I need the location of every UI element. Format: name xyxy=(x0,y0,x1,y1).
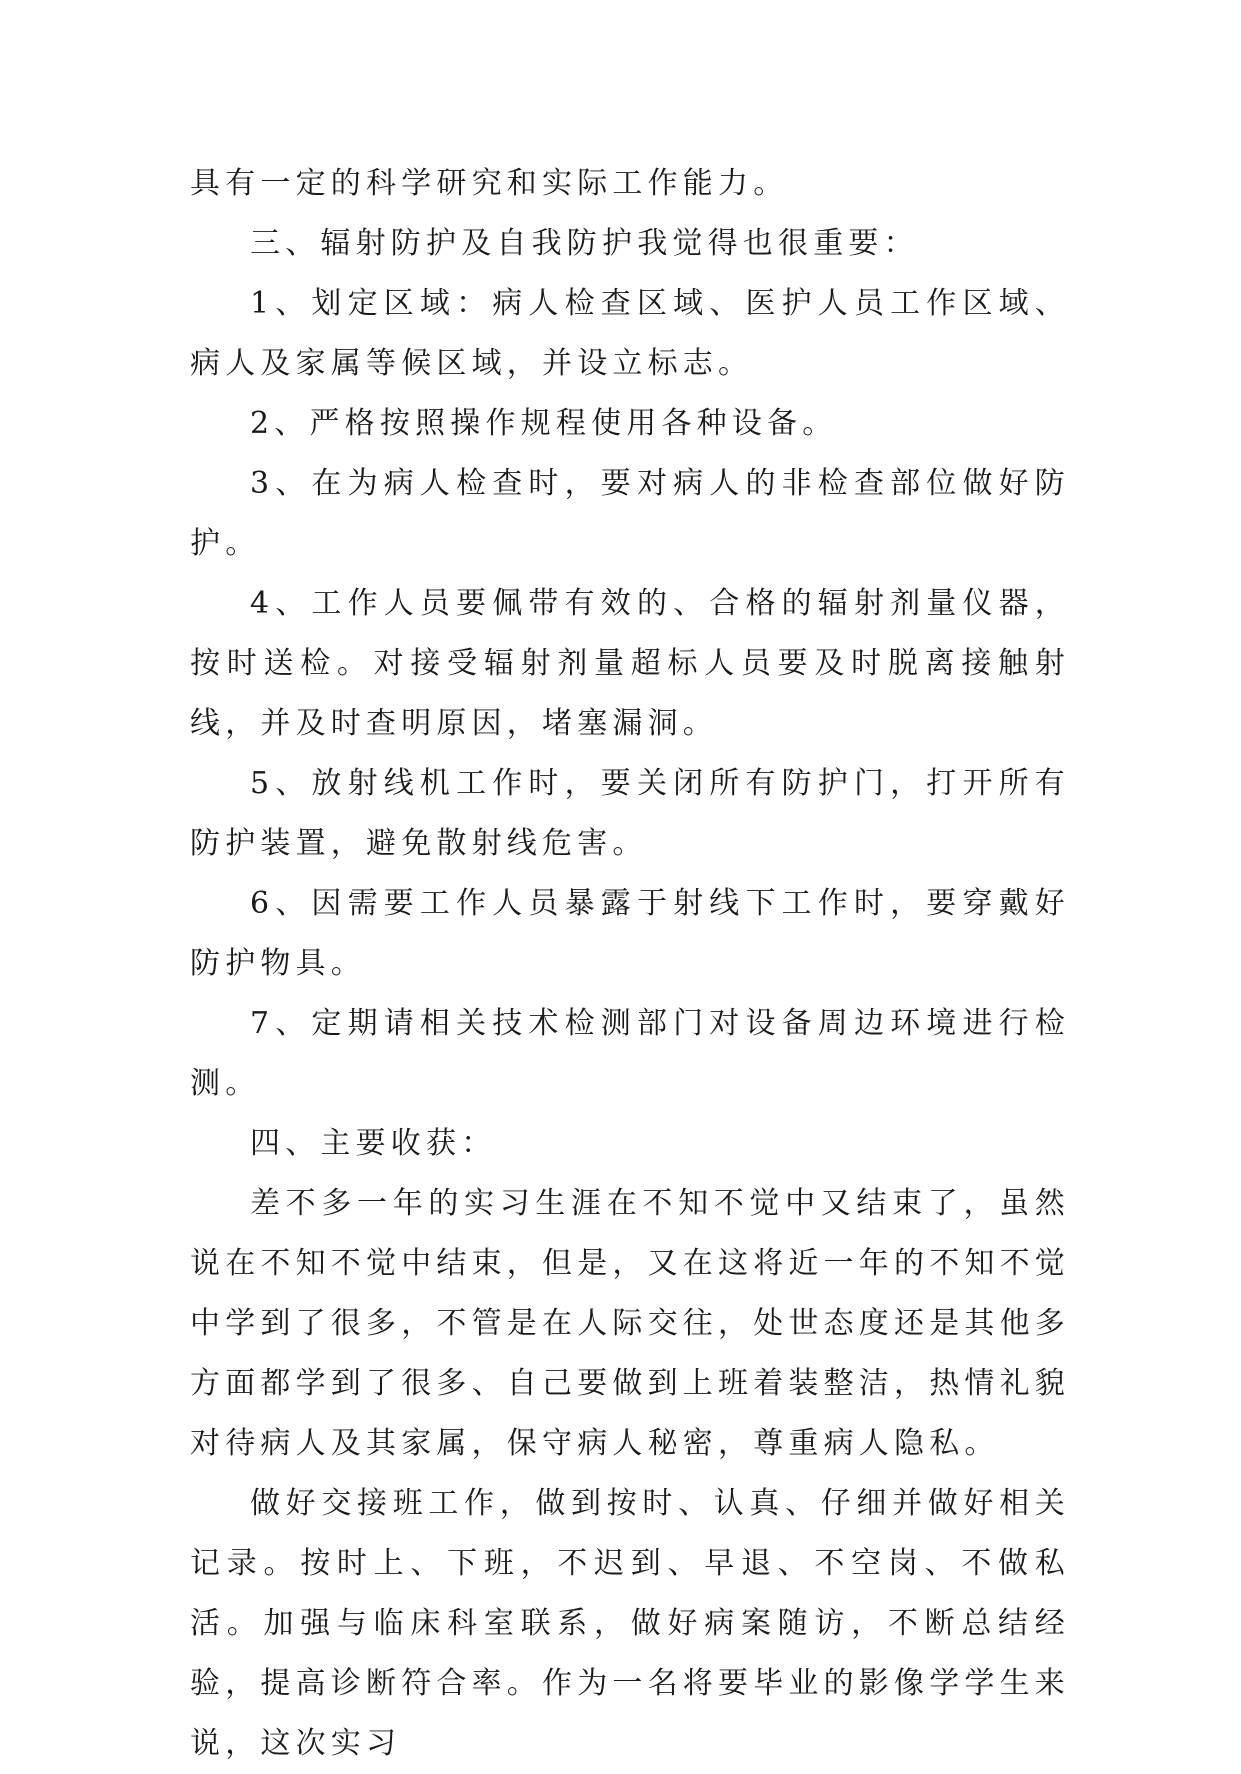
list-item-2: 2、严格按照操作规程使用各种设备。 xyxy=(250,406,838,441)
list-item-7: 7、定期请相关技术检测部门对设备周边环境进行检测。 xyxy=(190,1006,1070,1101)
section-heading-main-gains: 四、主要收获： xyxy=(250,1126,497,1161)
paragraph-continuation: 具有一定的科学研究和实际工作能力。 xyxy=(190,166,789,201)
paragraph-handover: 做好交接班工作，做到按时、认真、仔细并做好相关记录。按时上、下班，不迟到、早退、不空岗、不做私活。加强与临床科室联系，做好病案随访，不断总结经验，提高诊断符合率。作为一名将要毕业的影像学学生来说，这次实习 xyxy=(190,1486,1070,1761)
section-heading-radiation-protection: 三、辐射防护及自我防护我觉得也很重要： xyxy=(250,226,919,261)
document-body xyxy=(190,154,1070,1774)
list-item-4: 4、工作人员要佩带有效的、合格的辐射剂量仪器，按时送检。对接受辐射剂量超标人员要及时脱离接触射线，并及时查明原因，堵塞漏洞。 xyxy=(190,586,1070,741)
list-item-6: 6、因需要工作人员暴露于射线下工作时，要穿戴好防护物具。 xyxy=(190,886,1070,981)
list-item-3: 3、在为病人检查时，要对病人的非检查部位做好防护。 xyxy=(190,466,1070,561)
list-item-1: 1、划定区域：病人检查区域、医护人员工作区域、病人及家属等候区域，并设立标志。 xyxy=(190,286,1070,381)
paragraph-gains: 差不多一年的实习生涯在不知不觉中又结束了，虽然说在不知不觉中结束，但是，又在这将近一年的不知不觉中学到了很多，不管是在人际交往，处世态度还是其他多方面都学到了很多、自己要做到上班着装整洁，热情礼貌对待病人及其家属，保守病人秘密，尊重病人隐私。 xyxy=(190,1186,1070,1461)
list-item-5: 5、放射线机工作时，要关闭所有防护门，打开所有防护装置，避免散射线危害。 xyxy=(190,766,1070,861)
